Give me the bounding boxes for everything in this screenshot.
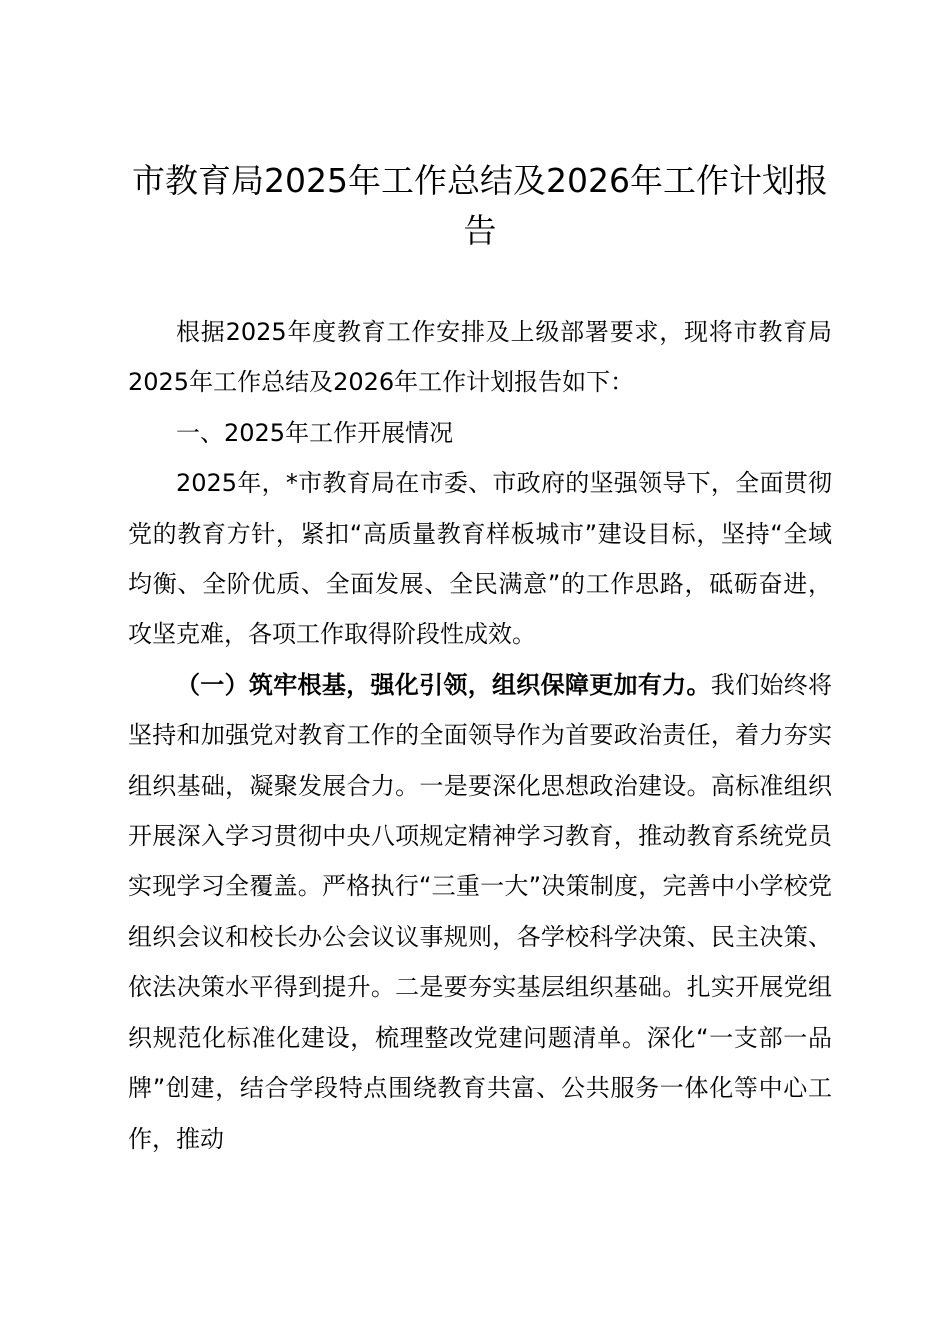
subsection-text-1: 我们始终将坚持和加强党对教育工作的全面领导作为首要政治责任，着力夯实组织基础，凝聚发展合力。一是要深化思想政治建设。高标准组织开展深入学习贯彻中央八项规定精神学习教育，推动教育系统党员实现学习全覆盖。严格执行“三重一大”决策制度，完善中小学校党组织会议和校长办公会议议事规则，各学校科学决策、民主决策、依法决策水平得到提升。二是要夯实基层组织基础。扎实开展党组织规范化标准化建设，梳理整改党建问题清单。深化“一支部一品牌”创建，结合学段特点围绕教育共富、公共服务一体化等中心工作，推动: [128, 670, 833, 1153]
subsection-lead-1: （一）筑牢根基，强化引领，组织保障更加有力。: [176, 670, 711, 699]
document-body: [128, 307, 832, 1164]
section-heading-1: 一、2025年工作开展情况: [176, 418, 454, 447]
summary-paragraph: 2025年，*市教育局在市委、市政府的坚强领导下，全面贯彻党的教育方针，紧扣“高质量教育样板城市”建设目标，坚持“全域均衡、全阶优质、全面发展、全民满意”的工作思路，砥砺奋进，攻坚克难，各项工作取得阶段性成效。: [128, 469, 832, 649]
intro-paragraph: 根据2025年度教育工作安排及上级部署要求，现将市教育局2025年工作总结及2026年工作计划报告如下：: [128, 318, 832, 397]
document-title: 市教育局2025年工作总结及2026年工作计划报告: [132, 161, 828, 250]
subsection-paragraph-1: [128, 660, 832, 1164]
